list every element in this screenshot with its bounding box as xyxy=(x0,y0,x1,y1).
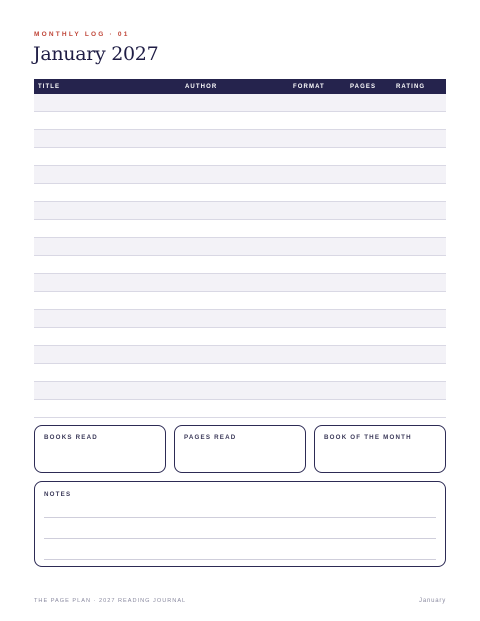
notes-box[interactable] xyxy=(34,481,446,567)
note-line xyxy=(44,517,436,518)
column-header-title: TITLE xyxy=(38,83,61,90)
table-row[interactable] xyxy=(34,328,446,346)
table-row[interactable] xyxy=(34,346,446,364)
monthly-log-kicker: MONTHLY LOG · 01 xyxy=(34,31,130,38)
column-header-pages: PAGES xyxy=(350,83,377,90)
table-row[interactable] xyxy=(34,274,446,292)
footer-month: January xyxy=(419,598,446,604)
table-row[interactable] xyxy=(34,382,446,400)
note-line xyxy=(44,538,436,539)
pages-read-box[interactable] xyxy=(174,425,306,473)
column-header-rating: RATING xyxy=(396,83,426,90)
table-header xyxy=(34,79,446,94)
column-header-author: AUTHOR xyxy=(185,83,218,90)
table-row[interactable] xyxy=(34,400,446,418)
table-body xyxy=(34,94,446,418)
book-of-the-month-label: BOOK OF THE MONTH xyxy=(324,434,412,441)
footer-journal-name: THE PAGE PLAN · 2027 READING JOURNAL xyxy=(34,598,187,604)
table-row[interactable] xyxy=(34,184,446,202)
table-row[interactable] xyxy=(34,94,446,112)
table-row[interactable] xyxy=(34,202,446,220)
note-line xyxy=(44,559,436,560)
pages-read-label: PAGES READ xyxy=(184,434,237,441)
table-row[interactable] xyxy=(34,148,446,166)
table-row[interactable] xyxy=(34,292,446,310)
book-of-the-month-box[interactable] xyxy=(314,425,446,473)
notes-label: NOTES xyxy=(44,491,72,498)
table-row[interactable] xyxy=(34,112,446,130)
table-row[interactable] xyxy=(34,310,446,328)
column-header-format: FORMAT xyxy=(293,83,325,90)
reading-log-table xyxy=(34,79,446,418)
table-row[interactable] xyxy=(34,166,446,184)
table-row[interactable] xyxy=(34,256,446,274)
table-row[interactable] xyxy=(34,364,446,382)
books-read-box[interactable] xyxy=(34,425,166,473)
table-row[interactable] xyxy=(34,238,446,256)
table-row[interactable] xyxy=(34,220,446,238)
books-read-label: BOOKS READ xyxy=(44,434,98,441)
page-title: January 2027 xyxy=(33,43,159,65)
table-row[interactable] xyxy=(34,130,446,148)
